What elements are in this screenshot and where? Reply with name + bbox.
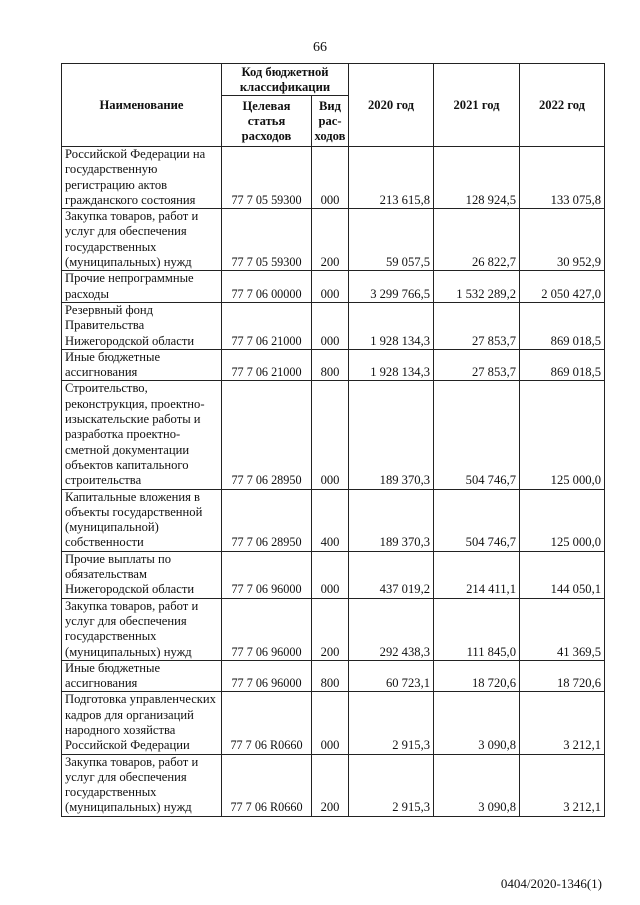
header-name: Наименование: [62, 64, 222, 147]
header-kbk: Код бюджетной классификации: [222, 64, 349, 96]
row-value-2022: 125 000,0: [520, 381, 605, 489]
row-expense-type: 800: [312, 660, 349, 692]
row-value-2020: 292 438,3: [349, 598, 434, 660]
row-value-2022: 3 212,1: [520, 754, 605, 816]
row-name: Закупка товаров, работ и услуг для обеспечения государственных (муниципальных) нужд: [62, 209, 222, 271]
row-target-code: 77 7 06 96000: [222, 598, 312, 660]
row-target-code: 77 7 06 R0660: [222, 692, 312, 754]
row-value-2020: 189 370,3: [349, 489, 434, 551]
row-value-2021: 27 853,7: [434, 302, 520, 349]
row-name: Капитальные вложения в объекты государственной (муниципальной) собственности: [62, 489, 222, 551]
header-2022: 2022 год: [520, 64, 605, 147]
document-code: 0404/2020-1346(1): [500, 876, 602, 891]
row-value-2022: 18 720,6: [520, 660, 605, 692]
table-row: [62, 349, 605, 381]
table-row: [62, 660, 605, 692]
row-value-2022: 3 212,1: [520, 692, 605, 754]
row-value-2020: 213 615,8: [349, 147, 434, 209]
row-expense-type: 000: [312, 302, 349, 349]
table-row: [62, 147, 605, 209]
header-2020: 2020 год: [349, 64, 434, 147]
row-value-2021: 111 845,0: [434, 598, 520, 660]
table-row: [62, 598, 605, 660]
row-value-2020: 3 299 766,5: [349, 271, 434, 303]
budget-table: [61, 63, 605, 817]
row-value-2020: 1 928 134,3: [349, 302, 434, 349]
row-expense-type: 200: [312, 209, 349, 271]
table-row: [62, 302, 605, 349]
row-expense-type: 000: [312, 271, 349, 303]
header-2021: 2021 год: [434, 64, 520, 147]
row-expense-type: 400: [312, 489, 349, 551]
row-value-2021: 18 720,6: [434, 660, 520, 692]
table-row: [62, 209, 605, 271]
table-row: [62, 754, 605, 816]
row-value-2021: 504 746,7: [434, 381, 520, 489]
row-value-2020: 60 723,1: [349, 660, 434, 692]
row-expense-type: 000: [312, 381, 349, 489]
row-value-2022: 125 000,0: [520, 489, 605, 551]
row-expense-type: 000: [312, 692, 349, 754]
table-row: [62, 692, 605, 754]
row-value-2022: 30 952,9: [520, 209, 605, 271]
row-target-code: 77 7 06 96000: [222, 551, 312, 598]
header-row-top: [62, 64, 605, 96]
row-target-code: 77 7 06 21000: [222, 302, 312, 349]
row-expense-type: 000: [312, 551, 349, 598]
page-number: 66: [313, 40, 327, 55]
row-value-2021: 128 924,5: [434, 147, 520, 209]
row-value-2020: 437 019,2: [349, 551, 434, 598]
row-name: Прочие выплаты по обязательствам Нижегородской области: [62, 551, 222, 598]
header-target-article: Целевая статья расходов: [222, 96, 312, 147]
row-target-code: 77 7 05 59300: [222, 209, 312, 271]
row-name: Закупка товаров, работ и услуг для обеспечения государственных (муниципальных) нужд: [62, 598, 222, 660]
row-value-2022: 133 075,8: [520, 147, 605, 209]
table-row: [62, 271, 605, 303]
row-target-code: 77 7 06 28950: [222, 489, 312, 551]
row-expense-type: 000: [312, 147, 349, 209]
row-value-2021: 3 090,8: [434, 754, 520, 816]
row-expense-type: 200: [312, 598, 349, 660]
row-value-2021: 214 411,1: [434, 551, 520, 598]
row-expense-type: 200: [312, 754, 349, 816]
row-name: Иные бюджетные ассигнования: [62, 349, 222, 381]
row-value-2022: 41 369,5: [520, 598, 605, 660]
row-name: Подготовка управленческих кадров для организаций народного хозяйства Российской Федерации: [62, 692, 222, 754]
row-value-2022: 144 050,1: [520, 551, 605, 598]
row-name: Резервный фонд Правительства Нижегородской области: [62, 302, 222, 349]
row-name: Иные бюджетные ассигнования: [62, 660, 222, 692]
row-target-code: 77 7 06 28950: [222, 381, 312, 489]
row-value-2022: 869 018,5: [520, 349, 605, 381]
row-name: Прочие непрограммные расходы: [62, 271, 222, 303]
row-value-2021: 1 532 289,2: [434, 271, 520, 303]
row-expense-type: 800: [312, 349, 349, 381]
row-name: Строительство, реконструкция, проектно-изыскательские работы и разработка проектно-сметной документации объектов капитального строительства: [62, 381, 222, 489]
table-row: [62, 381, 605, 489]
row-target-code: 77 7 05 59300: [222, 147, 312, 209]
row-target-code: 77 7 06 00000: [222, 271, 312, 303]
row-value-2021: 27 853,7: [434, 349, 520, 381]
row-value-2021: 3 090,8: [434, 692, 520, 754]
table-row: [62, 489, 605, 551]
row-value-2021: 504 746,7: [434, 489, 520, 551]
row-value-2020: 2 915,3: [349, 754, 434, 816]
row-value-2022: 2 050 427,0: [520, 271, 605, 303]
row-value-2020: 1 928 134,3: [349, 349, 434, 381]
row-value-2020: 59 057,5: [349, 209, 434, 271]
row-target-code: 77 7 06 21000: [222, 349, 312, 381]
row-value-2022: 869 018,5: [520, 302, 605, 349]
row-name: Закупка товаров, работ и услуг для обеспечения государственных (муниципальных) нужд: [62, 754, 222, 816]
header-expense-type: Вид рас-ходов: [312, 96, 349, 147]
row-target-code: 77 7 06 96000: [222, 660, 312, 692]
row-value-2020: 2 915,3: [349, 692, 434, 754]
row-target-code: 77 7 06 R0660: [222, 754, 312, 816]
table-row: [62, 551, 605, 598]
row-name: Российской Федерации на государственную регистрацию актов гражданского состояния: [62, 147, 222, 209]
row-value-2021: 26 822,7: [434, 209, 520, 271]
row-value-2020: 189 370,3: [349, 381, 434, 489]
